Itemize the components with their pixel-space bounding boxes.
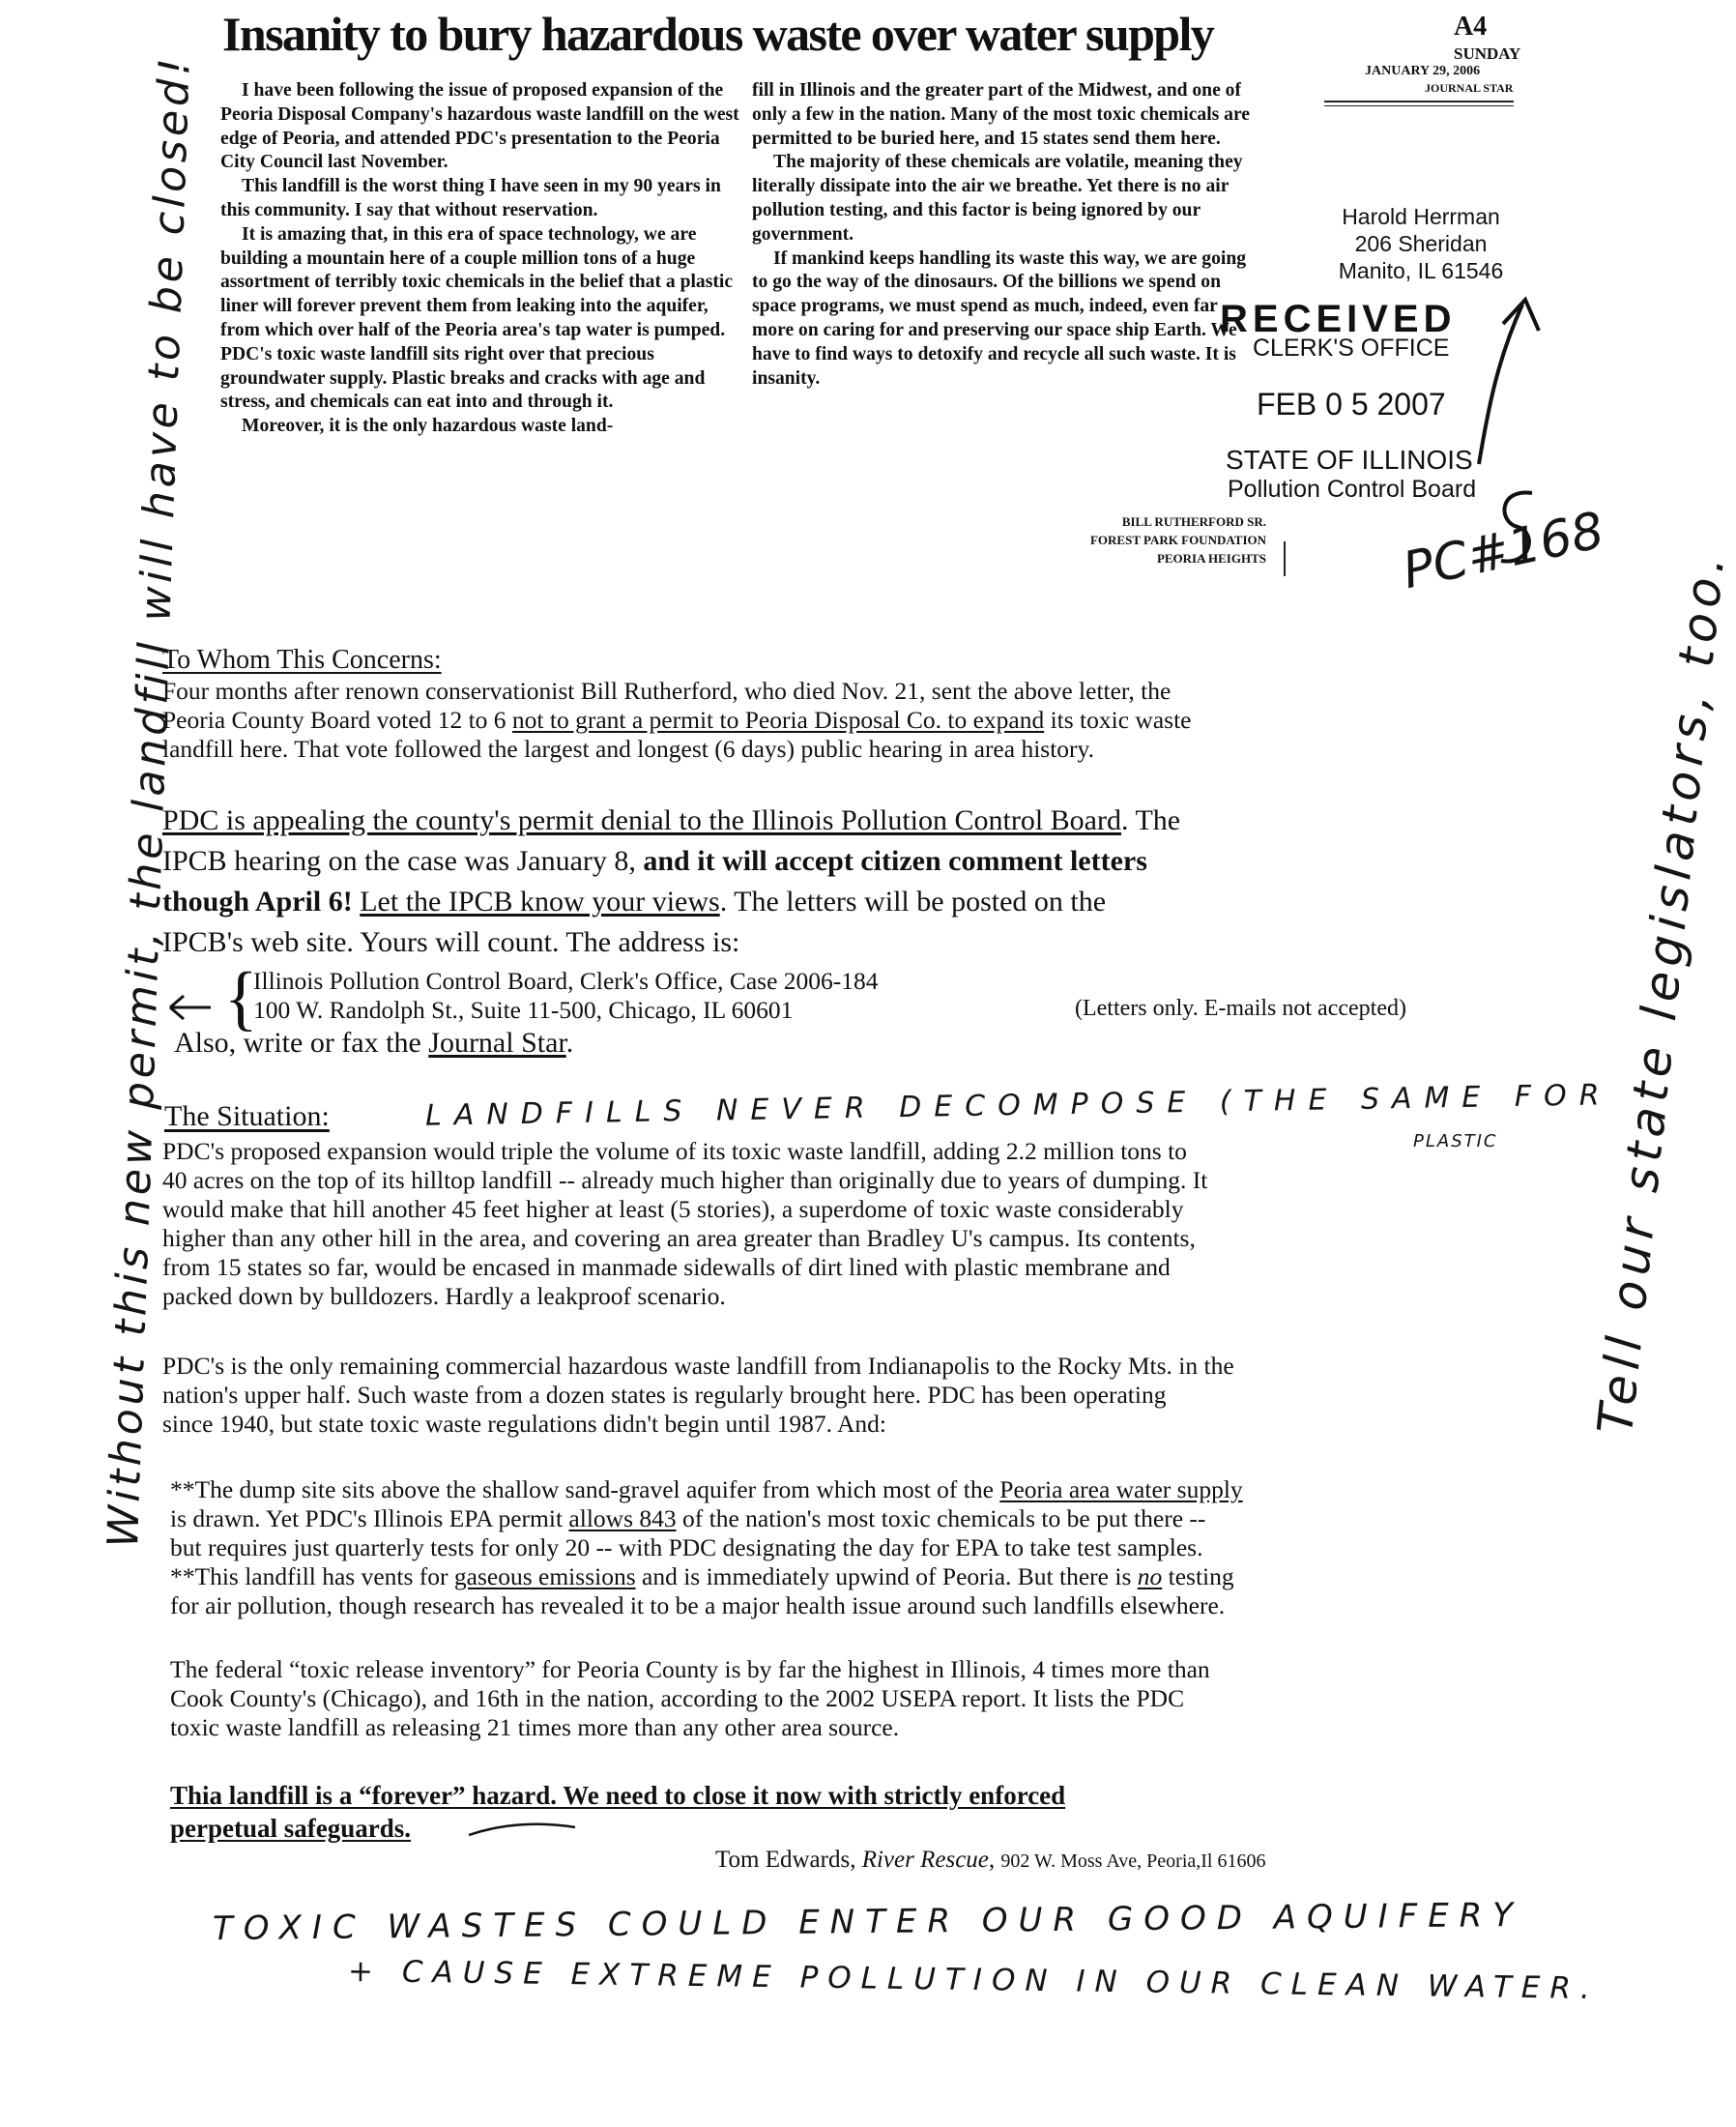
letter-paragraph-5 xyxy=(170,1475,1552,1620)
address-line-1: Illinois Pollution Control Board, Clerk's Office, Case 2006-184 xyxy=(253,967,879,995)
text-line: 40 acres on the top of its hilltop landfill -- already much higher than originally due to years of dumping. It xyxy=(162,1166,1208,1194)
stamp-pc-number: PC#168 xyxy=(1398,501,1609,601)
stamp-received: RECEIVED xyxy=(1220,298,1457,340)
text-segment: its toxic waste xyxy=(1050,706,1192,734)
text-segment-underlined: Peoria area water supply xyxy=(999,1475,1243,1503)
text-segment-underlined: not to grant a permit to Peoria Disposal Co. to expand xyxy=(511,706,1045,734)
text-line: The federal “toxic release inventory” for Peoria County is by far the highest in Illinois, 4 times more than xyxy=(170,1655,1210,1683)
closing-statement xyxy=(170,1779,1065,1845)
text-segment-underlined: allows 843 xyxy=(568,1504,677,1532)
text-segment: **The dump site sits above the shallow sand-gravel aquifer from which most of the xyxy=(170,1475,994,1503)
text-line: would make that hill another 45 feet higher at least (5 stories), a superdome of toxic waste considerably xyxy=(162,1195,1184,1223)
sender-name: Harold Herrman xyxy=(1342,204,1500,229)
handwritten-s-mark-icon xyxy=(1493,483,1542,570)
text-line xyxy=(162,801,1545,841)
sender-city: Manito, IL 61546 xyxy=(1338,258,1504,283)
clipping-paragraph: This landfill is the worst thing I have seen in my 90 years in this community. I say that without reservation. xyxy=(220,176,721,220)
handwritten-right-margin-note: Tell our state legislators, too. xyxy=(1587,547,1736,1438)
text-segment: . The letters will be posted on the xyxy=(719,886,1107,918)
handwritten-situation-note: LANDFILLS NEVER DECOMPOSE (THE SAME FOR xyxy=(424,1078,1612,1133)
also-line xyxy=(174,1027,573,1060)
situation-heading: The Situation: xyxy=(164,1100,330,1132)
text-segment: Peoria County Board voted 12 to 6 xyxy=(162,706,506,734)
clipping-column-1 xyxy=(220,79,747,439)
text-line: PDC's proposed expansion would triple the volume of its toxic waste landfill, adding 2.2 million tons to xyxy=(162,1137,1187,1165)
text-segment-bold: though April 6! xyxy=(162,886,353,918)
text-line: from 15 states so far, would be encased in manmade sidewalls of dirt lined with plastic membrane and xyxy=(162,1253,1171,1281)
closing-line-1: Thia landfill is a “forever” hazard. We need to close it now with strictly enforced xyxy=(170,1781,1066,1810)
clipping-date: JANUARY 29, 2006 xyxy=(1365,64,1481,78)
text-line xyxy=(170,1504,1552,1533)
clipping-paragraph: fill in Illinois and the greater part of the Midwest, and one of only a few in the nation. Many of the most toxic chemicals are permitted to be buried here, and 15 states send them here. xyxy=(752,80,1251,149)
text-segment: is drawn. Yet PDC's Illinois EPA permit xyxy=(170,1504,564,1532)
text-line: but requires just quarterly tests for only 20 -- with PDC designating the day for EPA to take test samples. xyxy=(170,1533,1203,1561)
text-segment-underlined: no xyxy=(1137,1562,1163,1590)
clipping-paragraph: If mankind keeps handling its waste this way, we are going to go the way of the dinosaurs. Of the billions we spend on space programs, we must spend as much, indeed, even far more on caring for and preserving our space ship Earth. We have to find ways to detoxify and recycle all such waste. It is insanity. xyxy=(752,248,1247,389)
text-segment: and is immediately upwind of Peoria. But there is xyxy=(642,1562,1132,1590)
text-line: landfill here. That vote followed the largest and longest (6 days) public hearing in area history. xyxy=(162,735,1094,763)
clipping-headline: Insanity to bury hazardous waste over water supply xyxy=(222,7,1214,61)
text-segment: Also, write or fax the xyxy=(174,1027,421,1059)
clipping-column-2 xyxy=(752,79,1262,391)
letter-salutation: To Whom This Concerns: xyxy=(162,645,442,675)
clipping-paragraph: Moreover, it is the only hazardous waste land- xyxy=(242,416,614,437)
text-line: toxic waste landfill as releasing 21 times more than any other area source. xyxy=(170,1713,900,1741)
handwritten-left-margin-note: Without this new permit, the landfill will have to be closed! xyxy=(99,53,200,1549)
text-segment-underlined: PDC is appealing the county's permit denial to the Illinois Pollution Control Board xyxy=(162,804,1121,836)
text-segment: testing xyxy=(1168,1562,1234,1590)
address-line-2: 100 W. Randolph St., Suite 11-500, Chicago, IL 60601 xyxy=(253,996,794,1024)
text-line: higher than any other hill in the area, and covering an area greater than Bradley U's campus. Its contents, xyxy=(162,1224,1196,1252)
sender-address xyxy=(1305,203,1537,284)
clipping-signature xyxy=(967,512,1266,568)
handwritten-arrow-icon xyxy=(1469,290,1556,474)
letter-paragraph-2 xyxy=(162,801,1545,963)
text-line: Cook County's (Chicago), and 16th in the nation, according to the 2002 USEPA report. It lists the PDC xyxy=(170,1684,1185,1712)
text-line: IPCB's web site. Yours will count. The address is: xyxy=(162,926,740,958)
address-brace: { xyxy=(224,957,258,1038)
clipping-border-mark xyxy=(1284,541,1286,576)
letter-paragraph-3 xyxy=(162,1137,1545,1311)
text-line xyxy=(170,1562,1552,1591)
handwritten-underline-stroke-icon xyxy=(464,1816,580,1845)
text-segment: IPCB hearing on the case was January 8, xyxy=(162,845,636,877)
clipping-paragraph: I have been following the issue of proposed expansion of the Peoria Disposal Company's hazardous waste landfill on the west edge of Peoria, and attended PDC's presentation to the Peoria City Council last November. xyxy=(220,80,739,173)
clipping-paragraph: The majority of these chemicals are volatile, meaning they literally dissipate into the air we breathe. Yet there is no air pollution testing, and this factor is being ignored by our government. xyxy=(752,152,1243,245)
text-segment-underlined: gaseous emissions xyxy=(453,1562,636,1590)
text-segment: **This landfill has vents for xyxy=(170,1562,448,1590)
text-segment: . xyxy=(565,1027,574,1059)
signature-org: FOREST PARK FOUNDATION xyxy=(1089,533,1266,547)
signature-name: Tom Edwards, xyxy=(715,1847,856,1873)
stamp-state: STATE OF ILLINOIS xyxy=(1226,445,1473,475)
text-line: since 1940, but state toxic waste regulations didn't begin until 1987. And: xyxy=(162,1410,886,1438)
clipping-page-label: A4 xyxy=(1454,12,1488,42)
text-line: Four months after renown conservationist Bill Rutherford, who died Nov. 21, sent the above letter, the xyxy=(162,677,1172,705)
clipping-paper: JOURNAL STAR xyxy=(1425,81,1514,95)
text-line: for air pollution, though research has revealed it to be a major health issue around such landfills elsewhere. xyxy=(170,1591,1226,1619)
clipping-rule xyxy=(1324,101,1514,106)
signature-address: 902 W. Moss Ave, Peoria,Il 61606 xyxy=(1000,1850,1266,1872)
clipping-day: SUNDAY xyxy=(1454,44,1521,63)
text-segment-underlined: Journal Star xyxy=(428,1027,566,1059)
stamp-board: Pollution Control Board xyxy=(1228,476,1477,503)
text-segment-bold: and it will accept citizen comment letters xyxy=(643,845,1147,877)
handwritten-situation-note-2: PLASTIC xyxy=(1413,1131,1498,1151)
letter-paragraph-4 xyxy=(162,1352,1545,1439)
letter-paragraph-6 xyxy=(170,1655,1552,1742)
address-note: (Letters only. E-mails not accepted) xyxy=(1075,996,1406,1021)
address-block xyxy=(253,967,879,1025)
text-segment: . The xyxy=(1120,804,1181,836)
handwritten-bottom-line-1: TOXIC WASTES COULD ENTER OUR GOOD AQUIFERY xyxy=(212,1895,1524,1949)
text-segment-underlined: Let the IPCB know your views xyxy=(360,886,720,918)
letter-paragraph-1 xyxy=(162,677,1535,764)
text-line xyxy=(162,882,1545,922)
letter-signature xyxy=(715,1847,1265,1874)
text-segment: of the nation's most toxic chemicals to be put there -- xyxy=(682,1504,1206,1532)
text-line xyxy=(170,1475,1552,1504)
signature-name: BILL RUTHERFORD SR. xyxy=(1121,514,1266,529)
sender-street: 206 Sheridan xyxy=(1354,231,1488,256)
stamp-office: CLERK'S OFFICE xyxy=(1253,335,1450,362)
stamp-date: FEB 0 5 2007 xyxy=(1257,387,1446,422)
signature-place: PEORIA HEIGHTS xyxy=(1156,551,1266,566)
handwritten-bottom-line-2: + CAUSE EXTREME POLLUTION IN OUR CLEAN WATER. xyxy=(347,1953,1601,2007)
closing-line-2: perpetual safeguards. xyxy=(170,1814,411,1843)
text-line: PDC's is the only remaining commercial hazardous waste landfill from Indianapolis to the Rocky Mts. in the xyxy=(162,1352,1234,1380)
clipping-paragraph: It is amazing that, in this era of space technology, we are building a mountain here of a couple million tons of a huge assortment of terribly toxic chemicals in the belief that a plastic liner will forever prevent them from leaking into the aquifer, from which over half of the Peoria area's tap water is pumped. PDC's toxic waste landfill sits right over that precious groundwater supply. Plastic breaks and cracks with age and stress, and chemicals can eat into and through it. xyxy=(220,223,734,413)
text-line: nation's upper half. Such waste from a dozen states is regularly brought here. PDC has been operating xyxy=(162,1381,1167,1409)
text-line: packed down by bulldozers. Hardly a leakproof scenario. xyxy=(162,1282,726,1310)
text-line xyxy=(162,706,1535,735)
text-line xyxy=(162,841,1545,882)
signature-org: River Rescue, xyxy=(861,1847,996,1873)
